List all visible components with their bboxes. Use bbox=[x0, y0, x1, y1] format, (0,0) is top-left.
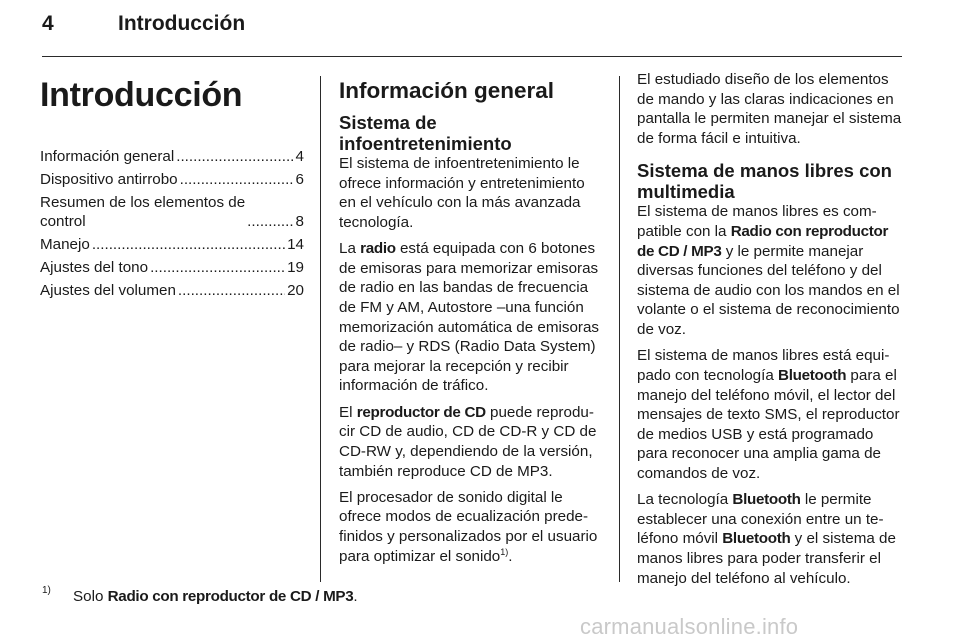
toc-item[interactable]: Manejo ..... 14 bbox=[40, 235, 304, 255]
paragraph: La tecnología Bluetooth le permite establecer una conexión entre un teléfono móvil Bluetooth y el sistema de manos libres para poder transferir el manejo del teléfono al vehículo. bbox=[637, 491, 896, 587]
paragraph: El estudiado diseño de los elementos de mando y las claras indicaciones en pantalla le permiten manejar el sistema de forma fácil e intuitiva. bbox=[637, 71, 902, 147]
left-column bbox=[40, 70, 304, 304]
section-heading: Información general bbox=[339, 78, 555, 103]
paragraph: La radio está equipada con 6 botones de emisoras para memorizar emisoras de radio en las bandas de frecuencia de FM y AM, Autostore –una función memorización automática de emisoras de radio– y RDS (Radio Data System) para mejorar la recepción y recibir información de tráfico. bbox=[339, 240, 599, 395]
footnote-mark: 1) bbox=[42, 585, 51, 596]
toc-item[interactable]: Resumen de los elementos de control ..... 8 bbox=[40, 193, 304, 232]
paragraph: El sistema de infoentretenimiento le ofrece información y entretenimiento en el vehículo con la más avanzada tecnología. bbox=[339, 155, 585, 231]
watermark: carmanualsonline.info bbox=[580, 614, 799, 639]
table-of-contents bbox=[40, 147, 304, 301]
footnote-text: Solo Radio con reproductor de CD / MP3. bbox=[73, 588, 358, 605]
footnote-reference[interactable]: 1) bbox=[500, 546, 509, 557]
paragraph: El sistema de manos libres es compatible con la Radio con reproductor de CD / MP3 y le permite manejar diversas funciones del teléfono y del sistema de audio con los mandos en el volante o el sistema de reconocimiento de voz. bbox=[637, 203, 900, 338]
toc-item[interactable]: Ajustes del tono ..... 19 bbox=[40, 258, 304, 278]
column-divider-1 bbox=[320, 76, 321, 582]
column-divider-2 bbox=[619, 76, 620, 582]
paragraph: El reproductor de CD puede reproducir CD de audio, CD de CD-R y CD de CD-RW y, dependiendo de la versión, también reproduce CD de MP3. bbox=[339, 403, 597, 480]
header-title: Introducción bbox=[118, 12, 246, 35]
toc-item[interactable]: Dispositivo antirrobo ..... 6 bbox=[40, 170, 304, 190]
toc-item[interactable]: Información general ..... 4 bbox=[40, 147, 304, 167]
paragraph: El sistema de manos libres está equipado con tecnología Bluetooth para el manejo del teléfono móvil, el lector del mensajes de texto SMS, el reproductor de medios USB y está programado para reconocer una amplia gama de comandos de voz. bbox=[637, 347, 900, 482]
right-column bbox=[637, 70, 905, 595]
header-rule bbox=[42, 56, 902, 57]
middle-column bbox=[339, 70, 603, 573]
paragraph: El procesador de sonido digital le ofrece modos de ecualización predefinidos y personalizados por el usuario para optimizar el sonido$^{1)}$. bbox=[339, 488, 598, 565]
page-number: 4 bbox=[42, 12, 54, 35]
subsection-heading: Sistema de manos libres con multimedia bbox=[637, 160, 892, 203]
toc-item[interactable]: Ajustes del volumen ..... 20 bbox=[40, 281, 304, 301]
subsection-heading: Sistema de infoentretenimiento bbox=[339, 112, 512, 154]
chapter-title: Introducción bbox=[40, 76, 243, 114]
